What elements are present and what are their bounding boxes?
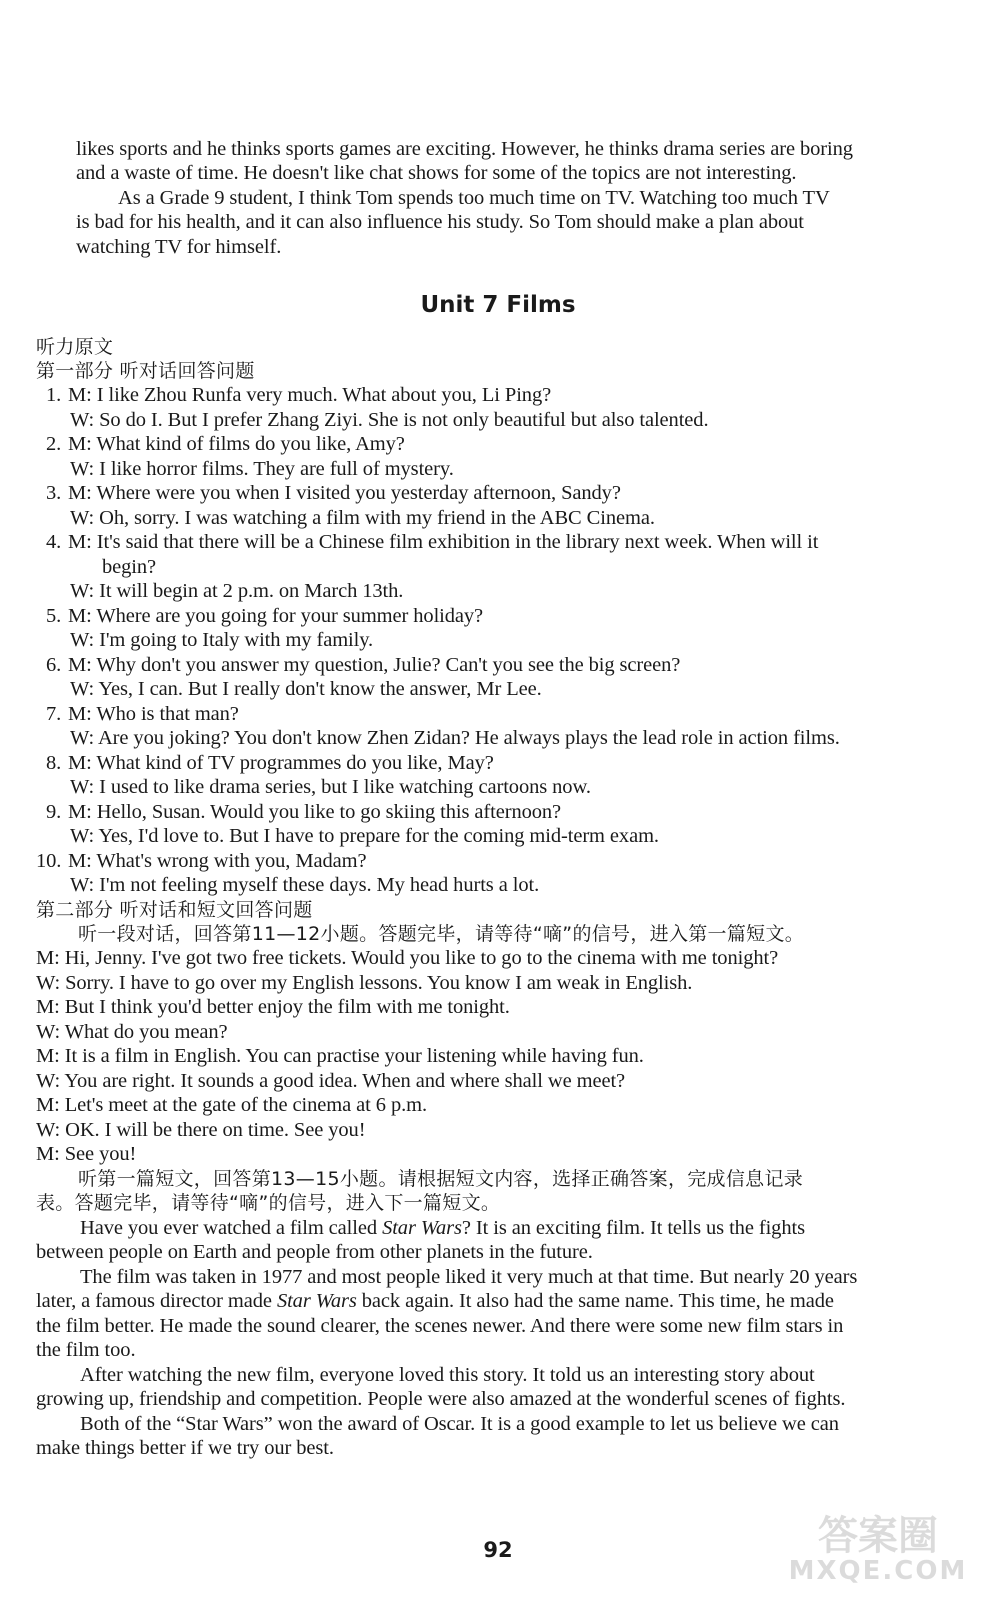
conversation-line: M: Let's meet at the gate of the cinema at 6 p.m.: [36, 1094, 428, 1116]
passage-line: [80, 1216, 805, 1240]
passage-instruction-line: 表。答题完毕，请等待“嘀”的信号，进入下一篇短文。: [36, 1192, 501, 1214]
dialogue-line-w: W: I used to like drama series, but I like watching cartoons now.: [70, 776, 591, 798]
dialogue-line-w: W: Yes, I'd love to. But I have to prepare for the coming mid-term exam.: [70, 825, 659, 847]
dialogue-number: 7.: [46, 703, 62, 725]
passage-line: between people on Earth and people from other planets in the future.: [36, 1241, 593, 1263]
passage-line: [36, 1289, 834, 1313]
dialogue-line-m: M: It's said that there will be a Chinese film exhibition in the library next week. When will it: [68, 531, 819, 553]
part2-instruction: 听一段对话，回答第11—12小题。答题完毕，请等待“嘀”的信号，进入第一篇短文。: [78, 923, 805, 945]
dialogue-line-m: M: Where were you when I visited you yesterday afternoon, Sandy?: [68, 482, 621, 504]
dialogue-line-m: M: Hello, Susan. Would you like to go skiing this afternoon?: [68, 801, 562, 823]
dialogue-number: 5.: [46, 605, 62, 627]
passage-line: the film too.: [36, 1339, 136, 1361]
section-header: 听力原文: [36, 336, 114, 358]
dialogue-line-m-cont: begin?: [102, 556, 157, 578]
part2-header: 第二部分 听对话和短文回答问题: [36, 899, 313, 921]
dialogue-line-m: M: What's wrong with you, Madam?: [68, 850, 367, 872]
conversation-line: W: You are right. It sounds a good idea. When and where shall we meet?: [36, 1070, 626, 1092]
paragraph-line: and a waste of time. He doesn't like chat shows for some of the topics are not interesting.: [76, 162, 797, 184]
dialogue-number: 6.: [46, 654, 62, 676]
passage-line: The film was taken in 1977 and most people liked it very much at that time. But nearly 20 years: [80, 1266, 858, 1288]
conversation-line: M: It is a film in English. You can practise your listening while having fun.: [36, 1045, 644, 1067]
watermark-text-top: 答案圈: [818, 1513, 938, 1559]
dialogue-number: 8.: [46, 752, 62, 774]
dialogue-line-w: W: Yes, I can. But I really don't know the answer, Mr Lee.: [70, 678, 542, 700]
passage-line: the film better. He made the sound clearer, the scenes newer. And there were some new film stars in: [36, 1315, 844, 1337]
conversation-line: W: Sorry. I have to go over my English lessons. You know I am weak in English.: [36, 972, 693, 994]
dialogue-line-w: W: I'm not feeling myself these days. My head hurts a lot.: [70, 874, 540, 896]
dialogue-line-w: W: So do I. But I prefer Zhang Ziyi. She is not only beautiful but also talented.: [70, 409, 709, 431]
passage-text: later, a famous director made: [36, 1290, 277, 1312]
passage-line: Both of the “Star Wars” won the award of Oscar. It is a good example to let us believe we can: [80, 1413, 839, 1435]
dialogue-number: 4.: [46, 531, 62, 553]
watermark-logo: [768, 1504, 988, 1594]
conversation-line: M: Hi, Jenny. I've got two free tickets. Would you like to go to the cinema with me tonight?: [36, 947, 779, 969]
part1-header: 第一部分 听对话回答问题: [36, 360, 255, 382]
dialogue-line-w: W: Oh, sorry. I was watching a film with my friend in the ABC Cinema.: [70, 507, 655, 529]
passage-text: back again. It also had the same name. This time, he made: [356, 1290, 834, 1312]
film-title-italic: Star Wars: [276, 1290, 357, 1312]
paragraph-line: As a Grade 9 student, I think Tom spends too much time on TV. Watching too much TV: [118, 187, 830, 209]
dialogue-line-m: M: Why don't you answer my question, Julie? Can't you see the big screen?: [68, 654, 681, 676]
dialogue-line-w: W: I like horror films. They are full of mystery.: [70, 458, 454, 480]
passage-text: ? It is an exciting film. It tells us the fights: [461, 1217, 805, 1239]
dialogue-number: 1.: [46, 384, 62, 406]
conversation-line: M: See you!: [36, 1143, 137, 1165]
dialogue-number: 3.: [46, 482, 62, 504]
conversation-line: W: What do you mean?: [36, 1021, 228, 1043]
dialogue-line-w: W: I'm going to Italy with my family.: [70, 629, 374, 651]
watermark-text-bottom: MXQE.COM: [788, 1556, 968, 1586]
dialogue-line-m: M: What kind of TV programmes do you like, May?: [68, 752, 494, 774]
dialogue-line-w: W: It will begin at 2 p.m. on March 13th.: [70, 580, 404, 602]
dialogue-number: 9.: [46, 801, 62, 823]
paragraph-line: watching TV for himself.: [76, 236, 282, 258]
passage-line: make things better if we try our best.: [36, 1437, 334, 1459]
film-title-italic: Star Wars: [382, 1217, 462, 1239]
dialogue-number: 2.: [46, 433, 62, 455]
dialogue-line-m: M: Where are you going for your summer holiday?: [68, 605, 484, 627]
unit-title: Unit 7 Films: [420, 292, 576, 318]
dialogue-number: 10.: [36, 850, 62, 872]
passage-text: Have you ever watched a film called: [80, 1217, 383, 1239]
passage-line: growing up, friendship and competition. People were also amazed at the wonderful scenes of fights.: [36, 1388, 846, 1410]
dialogue-line-w: W: Are you joking? You don't know Zhen Zidan? He always plays the lead role in action films.: [70, 727, 840, 749]
dialogue-line-m: M: I like Zhou Runfa very much. What about you, Li Ping?: [68, 384, 552, 406]
conversation-line: M: But I think you'd better enjoy the film with me tonight.: [36, 996, 510, 1018]
paragraph-line: likes sports and he thinks sports games are exciting. However, he thinks drama series are boring: [76, 138, 853, 160]
passage-instruction-line: 听第一篇短文，回答第13—15小题。请根据短文内容，选择正确答案，完成信息记录: [78, 1168, 804, 1190]
dialogue-line-m: M: Who is that man?: [68, 703, 239, 725]
page-number: 92: [483, 1538, 513, 1562]
conversation-line: W: OK. I will be there on time. See you!: [36, 1119, 366, 1141]
passage-line: After watching the new film, everyone loved this story. It told us an interesting story about: [80, 1364, 815, 1386]
dialogue-line-m: M: What kind of films do you like, Amy?: [68, 433, 405, 455]
paragraph-line: is bad for his health, and it can also influence his study. So Tom should make a plan about: [76, 211, 804, 233]
